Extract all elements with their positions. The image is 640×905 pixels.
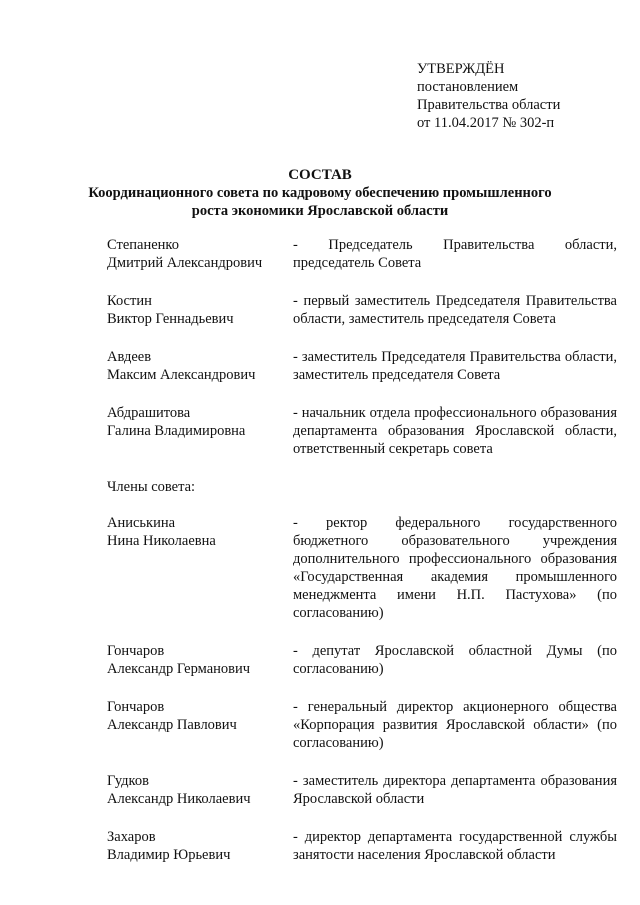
person-name (107, 514, 293, 622)
person-given-names: Нина Николаевна (107, 533, 216, 549)
person-surname: Костин (107, 293, 152, 309)
person-surname: Гончаров (107, 643, 165, 659)
person-surname: Гудков (107, 773, 149, 789)
approval-stamp (417, 60, 617, 132)
person-role: - ректор федерального государственного бюджетного образовательного учреждения дополнительного профессионального образования «Государственная академия промышленного менеджмента имени Н.П. Пастухова» (по согласованию) (293, 515, 617, 621)
person-surname: Абдрашитова (107, 405, 191, 421)
person-given-names: Александр Павлович (107, 717, 237, 733)
council-list (107, 236, 617, 884)
person-name (107, 698, 293, 752)
person-given-names: Галина Владимировна (107, 423, 246, 439)
person-given-names: Владимир Юрьевич (107, 847, 231, 863)
person-role: - генеральный директор акционерного общества «Корпорация развития Ярославской области» (по согласованию) (293, 699, 617, 751)
approval-line-date: от 11.04.2017 № 302-п (417, 115, 555, 131)
approval-line-government: Правительства области (417, 97, 561, 113)
person-given-names: Александр Николаевич (107, 791, 251, 807)
council-row-member (107, 828, 617, 864)
approval-line-decree: постановлением (417, 79, 519, 95)
person-surname: Гончаров (107, 699, 165, 715)
council-row-leader (107, 292, 617, 328)
approval-line-approved: УТВЕРЖДЁН (417, 61, 505, 77)
council-row-member (107, 772, 617, 808)
document-title (60, 166, 580, 220)
person-given-names: Виктор Геннадьевич (107, 311, 234, 327)
council-row-leader (107, 348, 617, 384)
person-role: - заместитель Председателя Правительства области, заместитель председателя Совета (293, 349, 617, 383)
person-name (107, 642, 293, 678)
council-row-member (107, 698, 617, 752)
person-surname: Авдеев (107, 349, 152, 365)
person-surname: Захаров (107, 829, 156, 845)
person-role: - директор департамента государственной службы занятости населения Ярославской области (293, 829, 617, 863)
person-name (107, 772, 293, 808)
person-name (107, 404, 293, 458)
person-surname: Аниськина (107, 515, 176, 531)
person-role: - заместитель директора департамента образования Ярославской области (293, 773, 617, 807)
person-given-names: Максим Александрович (107, 367, 256, 383)
person-role: - депутат Ярославской областной Думы (по согласованию) (293, 643, 617, 677)
council-row-leader (107, 404, 617, 458)
person-name (107, 828, 293, 864)
title-line-2: роста экономики Ярославской области (191, 203, 449, 219)
council-row-member (107, 642, 617, 678)
person-role: - Председатель Правительства области, председатель Совета (293, 237, 617, 271)
person-given-names: Александр Германович (107, 661, 251, 677)
person-surname: Степаненко (107, 237, 179, 253)
council-row-member (107, 514, 617, 622)
members-heading: Члены совета: (107, 479, 196, 495)
person-name (107, 236, 293, 272)
person-name (107, 348, 293, 384)
person-given-names: Дмитрий Александрович (107, 255, 263, 271)
person-role: - первый заместитель Председателя Правительства области, заместитель председателя Совета (293, 293, 617, 327)
title-heading: СОСТАВ (288, 167, 352, 183)
council-row-leader (107, 236, 617, 272)
person-name (107, 292, 293, 328)
person-role: - начальник отдела профессионального образования департамента образования Ярославской области, ответственный секретарь совета (293, 405, 617, 457)
title-line-1: Координационного совета по кадровому обеспечению промышленного (88, 185, 552, 201)
